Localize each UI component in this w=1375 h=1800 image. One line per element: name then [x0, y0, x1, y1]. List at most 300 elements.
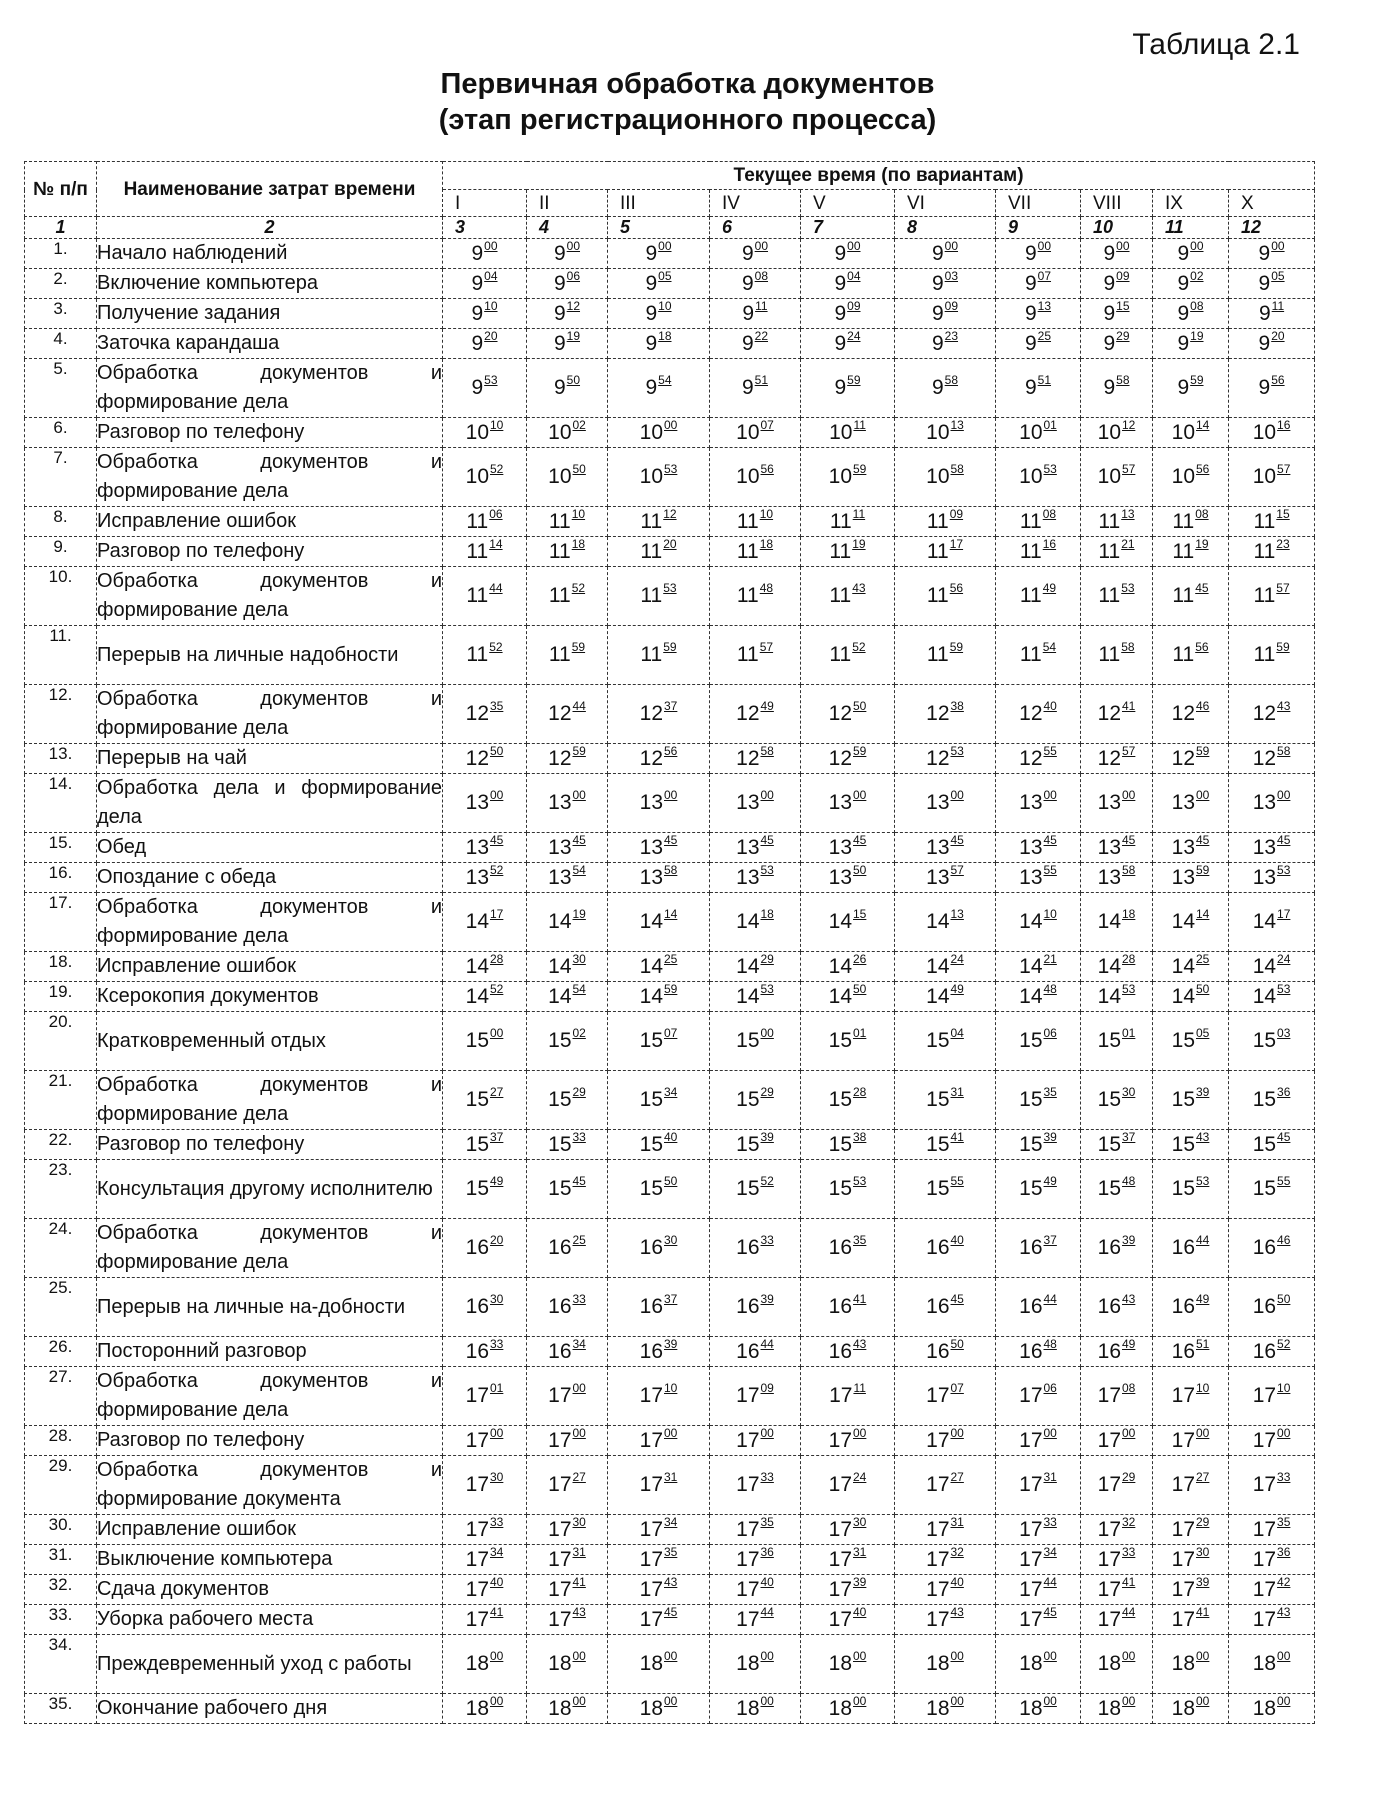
time-cell: [801, 893, 895, 952]
time-hours: 10: [926, 465, 950, 488]
time-minutes: 29: [572, 1085, 586, 1099]
time-cell: [996, 1515, 1081, 1545]
time-hours: 17: [1171, 1577, 1195, 1601]
row-number: 1.: [25, 239, 97, 269]
time-hours: 11: [548, 539, 571, 563]
time-cell: [996, 1635, 1081, 1694]
time-hours: 9: [834, 376, 847, 399]
time-minutes: 19: [566, 328, 581, 343]
time-minutes: 40: [490, 1574, 504, 1589]
time-cell: [710, 359, 801, 418]
time-cell: [1081, 1012, 1153, 1071]
row-activity-name: Разговор по телефону: [97, 1130, 443, 1160]
time-hours: 15: [639, 1088, 663, 1111]
row-number: 16.: [25, 863, 97, 893]
time-cell: [801, 269, 895, 299]
time-hours: 10: [548, 420, 572, 444]
time-hours: 10: [1097, 465, 1121, 488]
time-cell: [1081, 269, 1153, 299]
time-cell: [710, 1071, 801, 1130]
time-cell: [710, 1545, 801, 1575]
time-cell: [996, 744, 1081, 774]
time-minutes: 00: [572, 1425, 586, 1440]
time-hours: 9: [1024, 271, 1037, 295]
time-minutes: 40: [1043, 699, 1057, 713]
row-number: 11.: [25, 626, 97, 685]
time-cell: [443, 685, 527, 744]
header-group: Текущее время (по вариантам): [443, 162, 1315, 190]
time-cell: [1229, 626, 1315, 685]
time-minutes: 00: [950, 788, 964, 802]
time-hours: 13: [828, 835, 852, 859]
time-minutes: 01: [1122, 1026, 1136, 1040]
row-activity-name: Обработка документов и формирование дела: [97, 893, 443, 952]
time-minutes: 00: [1122, 1693, 1136, 1708]
time-cell: [527, 1694, 608, 1724]
time-minutes: 14: [1196, 907, 1210, 921]
time-cell: [443, 952, 527, 982]
time-hours: 16: [1019, 1295, 1043, 1318]
time-hours: 12: [465, 746, 489, 770]
time-hours: 13: [548, 791, 572, 814]
time-minutes: 31: [853, 1544, 867, 1559]
time-minutes: 45: [950, 832, 964, 847]
time-minutes: 33: [1043, 1514, 1057, 1529]
time-hours: 17: [1171, 1428, 1195, 1452]
time-hours: 14: [639, 954, 663, 978]
time-minutes: 01: [1043, 417, 1057, 432]
time-hours: 10: [1252, 420, 1277, 444]
time-minutes: 58: [1121, 640, 1135, 654]
time-cell: [1153, 1456, 1229, 1515]
time-minutes: 10: [658, 298, 672, 313]
time-cell: [1153, 1426, 1229, 1456]
column-index-row: [25, 217, 1315, 239]
time-cell: [608, 774, 710, 833]
time-hours: 14: [1097, 954, 1121, 978]
time-hours: 17: [1097, 1607, 1121, 1631]
time-minutes: 59: [949, 640, 964, 654]
time-minutes: 10: [571, 506, 586, 521]
row-number: 22.: [25, 1130, 97, 1160]
table-row: [25, 744, 1315, 774]
time-minutes: 28: [853, 1085, 867, 1099]
time-cell: [710, 1337, 801, 1367]
time-minutes: 43: [664, 1574, 678, 1589]
time-hours: 14: [1252, 910, 1277, 933]
time-hours: 17: [1019, 1547, 1043, 1571]
time-hours: 11: [640, 584, 663, 607]
time-minutes: 52: [760, 1174, 774, 1188]
time-minutes: 00: [1122, 1649, 1136, 1663]
time-cell: [895, 1635, 996, 1694]
time-hours: 9: [1024, 376, 1037, 399]
time-minutes: 43: [572, 1604, 586, 1619]
time-cell: [527, 1219, 608, 1278]
time-cell: [996, 1426, 1081, 1456]
time-hours: 17: [1097, 1473, 1121, 1496]
column-index-cell: 2: [97, 217, 443, 239]
time-minutes: 48: [1043, 981, 1057, 996]
time-hours: 11: [548, 584, 571, 607]
time-hours: 16: [465, 1339, 489, 1363]
row-number: 14.: [25, 774, 97, 833]
time-hours: 12: [736, 746, 760, 770]
time-minutes: 41: [853, 1292, 867, 1306]
time-hours: 16: [926, 1339, 950, 1363]
time-hours: 17: [1171, 1473, 1195, 1496]
time-cell: [1229, 1071, 1315, 1130]
time-cell: [1229, 1130, 1315, 1160]
time-minutes: 00: [1271, 238, 1285, 253]
time-hours: 9: [471, 376, 484, 399]
time-cell: [527, 329, 608, 359]
time-minutes: 27: [490, 1085, 504, 1099]
time-cell: [1081, 1575, 1153, 1605]
time-cell: [801, 1426, 895, 1456]
time-minutes: 19: [572, 907, 586, 921]
time-cell: [608, 833, 710, 863]
time-minutes: 41: [950, 1129, 964, 1144]
time-hours: 9: [741, 241, 754, 265]
row-activity-name: Исправление ошибок: [97, 952, 443, 982]
time-hours: 14: [828, 954, 852, 978]
time-minutes: 44: [1122, 1604, 1136, 1619]
time-cell: [710, 893, 801, 952]
time-hours: 17: [926, 1577, 950, 1601]
time-minutes: 14: [664, 907, 678, 921]
time-minutes: 44: [489, 581, 503, 595]
time-hours: 11: [1098, 509, 1121, 533]
time-cell: [527, 893, 608, 952]
time-minutes: 09: [760, 1381, 774, 1395]
time-cell: [1229, 863, 1315, 893]
time-hours: 11: [926, 509, 949, 533]
table-row: [25, 893, 1315, 952]
time-cell: [895, 1515, 996, 1545]
time-hours: 16: [926, 1295, 950, 1318]
time-minutes: 00: [760, 1026, 774, 1040]
time-cell: [527, 774, 608, 833]
time-cell: [527, 537, 608, 567]
time-minutes: 35: [1043, 1085, 1057, 1099]
time-hours: 18: [548, 1696, 572, 1720]
time-minutes: 10: [484, 298, 498, 313]
time-hours: 14: [926, 910, 950, 933]
time-hours: 14: [548, 910, 572, 933]
table-row: [25, 299, 1315, 329]
time-cell: [1153, 744, 1229, 774]
time-minutes: 31: [572, 1544, 586, 1559]
time-hours: 9: [834, 271, 847, 295]
time-hours: 9: [471, 241, 484, 265]
time-minutes: 41: [1122, 1574, 1136, 1589]
time-cell: [1153, 567, 1229, 626]
time-hours: 16: [1097, 1339, 1121, 1363]
time-minutes: 49: [1042, 581, 1057, 595]
time-hours: 15: [736, 1177, 760, 1200]
time-minutes: 59: [1196, 862, 1210, 877]
time-minutes: 30: [853, 1514, 867, 1529]
time-minutes: 17: [949, 536, 964, 551]
time-hours: 13: [1171, 791, 1195, 814]
time-minutes: 00: [664, 1693, 678, 1708]
time-minutes: 54: [572, 862, 586, 877]
time-hours: 17: [1097, 1384, 1121, 1407]
time-cell: [1153, 359, 1229, 418]
time-minutes: 09: [1116, 268, 1130, 283]
time-cell: [895, 1456, 996, 1515]
time-cell: [996, 269, 1081, 299]
time-cell: [1081, 1130, 1153, 1160]
time-hours: 12: [828, 702, 852, 725]
time-minutes: 58: [1277, 743, 1291, 758]
time-hours: 14: [1171, 954, 1195, 978]
time-minutes: 16: [1277, 417, 1291, 432]
time-hours: 15: [828, 1177, 852, 1200]
time-minutes: 00: [566, 238, 581, 253]
time-minutes: 05: [658, 268, 672, 283]
time-minutes: 56: [949, 581, 964, 595]
time-cell: [608, 299, 710, 329]
row-number: 32.: [25, 1575, 97, 1605]
time-cell: [1153, 1337, 1229, 1367]
time-minutes: 33: [1122, 1544, 1136, 1559]
time-hours: 9: [471, 331, 484, 355]
time-hours: 15: [1019, 1132, 1043, 1156]
header-variant: IV: [710, 190, 801, 217]
time-minutes: 08: [1195, 506, 1209, 521]
time-cell: [895, 685, 996, 744]
time-cell: [608, 448, 710, 507]
time-cell: [801, 299, 895, 329]
row-number: 34.: [25, 1635, 97, 1694]
time-minutes: 58: [664, 862, 678, 877]
time-hours: 9: [553, 271, 566, 295]
time-cell: [527, 1130, 608, 1160]
table-row: [25, 1426, 1315, 1456]
time-cell: [608, 1635, 710, 1694]
row-number: 35.: [25, 1694, 97, 1724]
time-minutes: 34: [664, 1514, 678, 1529]
time-cell: [443, 833, 527, 863]
time-cell: [710, 1456, 801, 1515]
time-hours: 15: [1097, 1088, 1121, 1111]
time-minutes: 45: [1195, 581, 1209, 595]
time-cell: [710, 744, 801, 774]
time-hours: 9: [931, 376, 944, 399]
time-cell: [710, 626, 801, 685]
row-number: 28.: [25, 1426, 97, 1456]
row-number: 25.: [25, 1278, 97, 1337]
time-cell: [1229, 1012, 1315, 1071]
time-hours: 15: [926, 1177, 950, 1200]
time-hours: 9: [1177, 241, 1190, 265]
time-cell: [895, 893, 996, 952]
column-index-cell: 5: [608, 217, 710, 239]
time-minutes: 45: [572, 1174, 586, 1188]
time-hours: 16: [1171, 1295, 1195, 1318]
time-hours: 14: [465, 984, 489, 1008]
table-row: [25, 685, 1315, 744]
time-hours: 17: [1097, 1428, 1121, 1452]
time-hours: 10: [548, 465, 572, 488]
time-hours: 17: [828, 1607, 852, 1631]
time-cell: [996, 774, 1081, 833]
column-index-cell: 6: [710, 217, 801, 239]
time-hours: 17: [736, 1428, 760, 1452]
row-activity-name: Посторонний разговор: [97, 1337, 443, 1367]
time-minutes: 53: [1196, 1174, 1210, 1188]
time-hours: 15: [639, 1177, 663, 1200]
time-hours: 14: [1019, 984, 1043, 1008]
time-cell: [1081, 833, 1153, 863]
row-activity-name: Разговор по телефону: [97, 537, 443, 567]
time-hours: 18: [1252, 1652, 1277, 1675]
time-cell: [1081, 359, 1153, 418]
time-minutes: 56: [1195, 640, 1209, 654]
time-minutes: 36: [1277, 1544, 1291, 1559]
time-cell: [1081, 537, 1153, 567]
time-cell: [443, 1605, 527, 1635]
time-hours: 9: [834, 301, 847, 325]
time-hours: 13: [465, 791, 489, 814]
time-hours: 10: [828, 465, 852, 488]
table-row: [25, 1160, 1315, 1219]
time-minutes: 00: [1196, 788, 1210, 802]
time-minutes: 21: [1121, 536, 1135, 551]
time-hours: 11: [829, 509, 852, 533]
time-minutes: 00: [853, 1693, 867, 1708]
table-body: [25, 239, 1315, 1724]
time-hours: 11: [736, 509, 759, 533]
time-hours: 15: [736, 1088, 760, 1111]
time-cell: [895, 299, 996, 329]
time-minutes: 37: [490, 1129, 504, 1144]
time-hours: 13: [1097, 791, 1121, 814]
time-minutes: 50: [490, 743, 504, 758]
time-cell: [443, 1694, 527, 1724]
time-cell: [443, 1515, 527, 1545]
time-hours: 17: [548, 1607, 572, 1631]
time-hours: 13: [1019, 865, 1043, 889]
time-cell: [801, 1635, 895, 1694]
time-cell: [996, 1694, 1081, 1724]
header-variant: IX: [1153, 190, 1229, 217]
time-minutes: 48: [1043, 1336, 1057, 1351]
time-minutes: 08: [1190, 298, 1204, 313]
time-hours: 17: [548, 1428, 572, 1452]
time-minutes: 39: [760, 1129, 774, 1144]
time-cell: [1229, 239, 1315, 269]
document-title: [0, 66, 1375, 138]
time-hours: 17: [828, 1577, 852, 1601]
time-hours: 9: [645, 376, 658, 399]
time-minutes: 37: [1043, 1233, 1057, 1247]
table-row: [25, 359, 1315, 418]
time-minutes: 45: [1277, 832, 1291, 847]
time-minutes: 20: [490, 1233, 504, 1247]
table-row: [25, 537, 1315, 567]
time-minutes: 00: [853, 1425, 867, 1440]
time-cell: [996, 1130, 1081, 1160]
time-cell: [996, 685, 1081, 744]
time-hours: 17: [1019, 1473, 1043, 1496]
row-activity-name: Обработка документов и формирование дела: [97, 685, 443, 744]
time-cell: [996, 863, 1081, 893]
time-minutes: 44: [572, 699, 586, 713]
time-hours: 13: [736, 865, 760, 889]
time-cell: [895, 418, 996, 448]
time-hours: 12: [1019, 746, 1043, 770]
time-hours: 14: [1019, 954, 1043, 978]
time-hours: 15: [1252, 1132, 1277, 1156]
time-minutes: 57: [950, 862, 964, 877]
time-minutes: 00: [1196, 1693, 1210, 1708]
time-hours: 12: [926, 702, 950, 725]
time-minutes: 29: [760, 951, 774, 966]
time-minutes: 00: [1043, 788, 1057, 802]
time-minutes: 31: [950, 1085, 964, 1099]
time-hours: 17: [926, 1428, 950, 1452]
time-hours: 17: [1252, 1473, 1277, 1496]
row-number: 29.: [25, 1456, 97, 1515]
time-minutes: 00: [760, 1649, 774, 1663]
time-hours: 13: [1019, 791, 1043, 814]
time-cell: [527, 982, 608, 1012]
time-cell: [801, 1278, 895, 1337]
time-cell: [1153, 1694, 1229, 1724]
time-minutes: 30: [572, 1514, 586, 1529]
time-hours: 17: [639, 1473, 663, 1496]
time-cell: [801, 329, 895, 359]
time-cell: [895, 359, 996, 418]
time-hours: 9: [553, 376, 566, 399]
time-hours: 11: [1019, 539, 1042, 563]
time-minutes: 34: [664, 1085, 678, 1099]
time-cell: [608, 744, 710, 774]
time-table: [24, 161, 1315, 1724]
time-cell: [1153, 1012, 1229, 1071]
table-row: [25, 1635, 1315, 1694]
time-minutes: 38: [950, 699, 964, 713]
row-number: 23.: [25, 1160, 97, 1219]
time-hours: 18: [736, 1652, 760, 1675]
time-hours: 17: [1097, 1577, 1121, 1601]
time-minutes: 00: [1196, 1649, 1210, 1663]
time-cell: [1229, 1545, 1315, 1575]
time-hours: 15: [548, 1132, 572, 1156]
table-row: [25, 1337, 1315, 1367]
column-index-cell: 12: [1229, 217, 1315, 239]
time-hours: 9: [741, 271, 754, 295]
time-hours: 16: [736, 1236, 760, 1259]
time-cell: [608, 1545, 710, 1575]
time-cell: [1229, 1219, 1315, 1278]
time-cell: [527, 1012, 608, 1071]
time-cell: [710, 1367, 801, 1426]
time-cell: [895, 1426, 996, 1456]
time-hours: 9: [553, 331, 566, 355]
time-minutes: 57: [1122, 462, 1136, 476]
time-minutes: 35: [1277, 1514, 1291, 1529]
time-cell: [443, 1219, 527, 1278]
time-cell: [1153, 1130, 1229, 1160]
time-hours: 16: [548, 1295, 572, 1318]
time-cell: [1081, 1456, 1153, 1515]
time-hours: 15: [736, 1029, 760, 1052]
time-cell: [527, 626, 608, 685]
